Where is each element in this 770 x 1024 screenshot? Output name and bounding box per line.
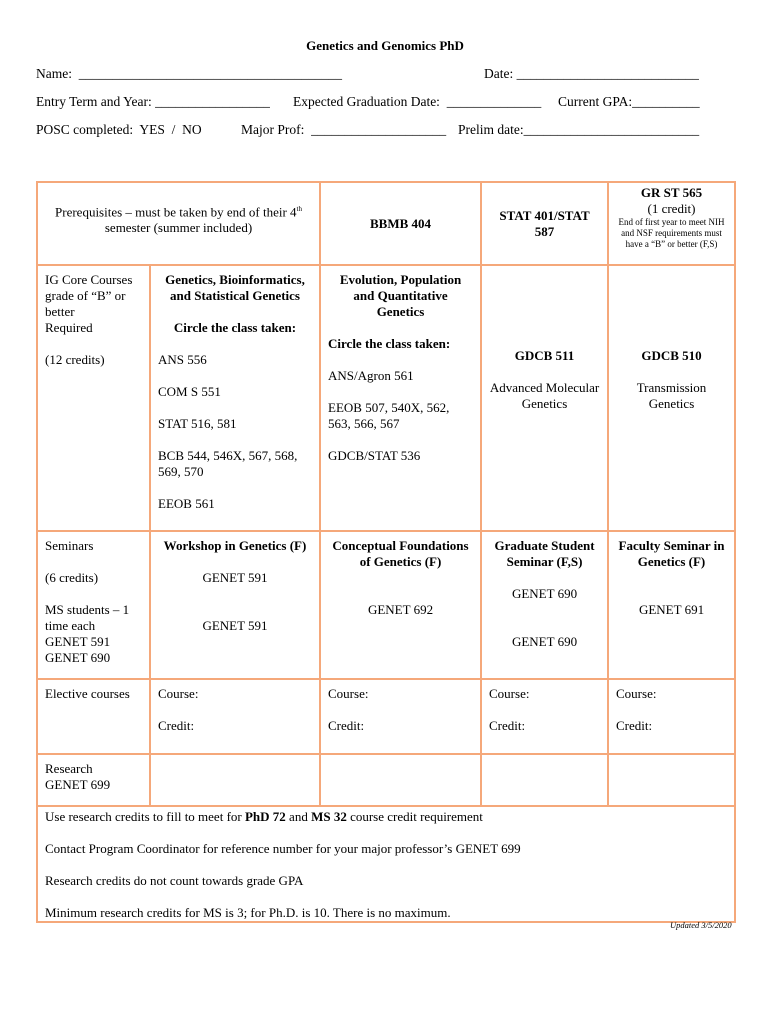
gdcb510-description: Transmission Genetics xyxy=(636,380,707,411)
workshop-course-2: GENET 591 xyxy=(202,618,268,633)
seminars-label-2: (6 credits) xyxy=(45,570,99,585)
gdcb510-cell xyxy=(608,265,735,531)
prerequisites-row xyxy=(37,182,735,265)
date-field[interactable]: Date: ___________________________ xyxy=(484,66,699,81)
core-row xyxy=(37,265,735,531)
major-prof-field[interactable]: Major Prof: ____________________ xyxy=(241,122,447,137)
faculty-seminar-title: Faculty Seminar in Genetics (F) xyxy=(618,538,725,569)
electives-row xyxy=(37,679,735,754)
graduate-seminar-cell xyxy=(481,531,608,679)
grst-title: GR ST 565 xyxy=(640,185,703,200)
current-gpa-field[interactable]: Current GPA:__________ xyxy=(558,94,700,109)
seminars-label-1: Seminars xyxy=(45,538,94,553)
workshop-title: Workshop in Genetics (F) xyxy=(163,538,307,553)
elective-cell[interactable] xyxy=(320,679,481,754)
elective-cell[interactable] xyxy=(608,679,735,754)
research-label-cell xyxy=(37,754,150,806)
seminars-label-3: MS students – 1 time each xyxy=(45,602,130,633)
conceptual-foundations-course: GENET 692 xyxy=(367,602,434,617)
grst-note: End of first year to meet NIH and NSF requirements must have a “B” or better (F,S) xyxy=(618,217,725,249)
graduate-seminar-course-1: GENET 690 xyxy=(511,586,578,601)
grst-cell xyxy=(608,182,735,265)
note-credit-requirement: Use research credits to fill to meet for PhD 72 and MS 32 course credit requirement xyxy=(45,809,483,824)
prerequisites-text-b: semester (summer included) xyxy=(104,220,253,236)
evolution-course-option[interactable]: GDCB/STAT 536 xyxy=(328,448,421,463)
bbmb-cell: BBMB 404 xyxy=(320,182,481,265)
core-label-1: IG Core Courses grade of “B” or better xyxy=(45,272,133,319)
prerequisites-cell xyxy=(37,182,320,265)
genetics-bioinformatics-title: Genetics, Bioinformatics, and Statistical Genetics xyxy=(165,272,305,303)
page-title: Genetics and Genomics PhD xyxy=(306,38,464,53)
conceptual-foundations-cell xyxy=(320,531,481,679)
research-label-2: GENET 699 xyxy=(45,777,111,792)
research-entry-cell[interactable] xyxy=(320,754,481,806)
elective-credit-label: Credit: xyxy=(328,718,365,733)
genetics-course-option[interactable]: ANS 556 xyxy=(158,352,207,367)
research-entry-cell[interactable] xyxy=(150,754,320,806)
core-label-3: (12 credits) xyxy=(45,352,105,367)
name-field[interactable]: Name: _______________________________________ xyxy=(36,66,342,81)
elective-credit-label: Credit: xyxy=(616,718,653,733)
elective-cell[interactable] xyxy=(150,679,320,754)
requirements-table xyxy=(36,181,736,923)
evolution-course-option[interactable]: ANS/Agron 561 xyxy=(328,368,414,383)
research-entry-cell[interactable] xyxy=(608,754,735,806)
evolution-population-cell xyxy=(320,265,481,531)
research-row xyxy=(37,754,735,806)
genetics-circle-instruction: Circle the class taken: xyxy=(173,320,297,335)
faculty-seminar-course: GENET 691 xyxy=(638,602,705,617)
notes-cell xyxy=(37,806,735,922)
note-gpa: Research credits do not count towards grade GPA xyxy=(45,873,304,888)
evolution-population-title: Evolution, Population and Quantitative Genetics xyxy=(339,272,462,319)
evolution-circle-instruction: Circle the class taken: xyxy=(328,336,451,351)
workshop-cell xyxy=(150,531,320,679)
stat-cell: STAT 401/STAT 587 xyxy=(481,182,608,265)
gdcb511-title: GDCB 511 xyxy=(514,348,575,363)
updated-date: Updated 3/5/2020 xyxy=(670,920,732,930)
elective-credit-label: Credit: xyxy=(489,718,526,733)
note-program-coordinator: Contact Program Coordinator for reference number for your major professor’s GENET 699 xyxy=(45,841,521,856)
elective-credit-label: Credit: xyxy=(158,718,195,733)
evolution-course-option[interactable]: EEOB 507, 540X, 562, 563, 566, 567 xyxy=(328,400,450,431)
elective-course-label: Course: xyxy=(158,686,199,701)
prerequisites-text-a: Prerequisites – must be taken by end of their 4 xyxy=(55,204,297,220)
notes-row xyxy=(37,806,735,922)
core-label-2: Required xyxy=(45,320,93,335)
prerequisites-sup: th xyxy=(296,205,302,213)
seminars-label-4: GENET 591 xyxy=(45,634,111,649)
genetics-course-option[interactable]: STAT 516, 581 xyxy=(158,416,237,431)
research-entry-cell[interactable] xyxy=(481,754,608,806)
graduate-seminar-title: Graduate Student Seminar (F,S) xyxy=(494,538,595,569)
genetics-bioinformatics-cell xyxy=(150,265,320,531)
core-label-cell xyxy=(37,265,150,531)
genetics-course-option[interactable]: BCB 544, 546X, 567, 568, 569, 570 xyxy=(158,448,298,479)
genetics-course-option[interactable]: COM S 551 xyxy=(158,384,221,399)
entry-term-field[interactable]: Entry Term and Year: _________________ xyxy=(36,94,270,109)
gdcb511-cell xyxy=(481,265,608,531)
elective-course-label: Course: xyxy=(328,686,369,701)
prelim-date-field[interactable]: Prelim date:__________________________ xyxy=(458,122,700,137)
elective-course-label: Course: xyxy=(616,686,657,701)
elective-course-label: Course: xyxy=(489,686,530,701)
research-label-1: Research xyxy=(45,761,93,776)
expected-graduation-field[interactable]: Expected Graduation Date: ______________ xyxy=(293,94,542,109)
gdcb511-description: Advanced Molecular Genetics xyxy=(489,380,600,411)
graduate-seminar-course-2: GENET 690 xyxy=(511,634,578,649)
seminars-label-cell xyxy=(37,531,150,679)
grst-credit: (1 credit) xyxy=(647,201,696,216)
seminars-row xyxy=(37,531,735,679)
seminars-label-5: GENET 690 xyxy=(45,650,111,665)
elective-cell[interactable] xyxy=(481,679,608,754)
electives-label-cell: Elective courses xyxy=(37,679,150,754)
note-minimum-credits: Minimum research credits for MS is 3; for Ph.D. is 10. There is no maximum. xyxy=(45,905,451,920)
workshop-course-1: GENET 591 xyxy=(202,570,268,585)
posc-completed-field[interactable]: POSC completed: YES / NO xyxy=(36,122,202,137)
genetics-course-option[interactable]: EEOB 561 xyxy=(158,496,215,511)
faculty-seminar-cell xyxy=(608,531,735,679)
conceptual-foundations-title: Conceptual Foundations of Genetics (F) xyxy=(332,538,469,569)
gdcb510-title: GDCB 510 xyxy=(641,348,702,363)
